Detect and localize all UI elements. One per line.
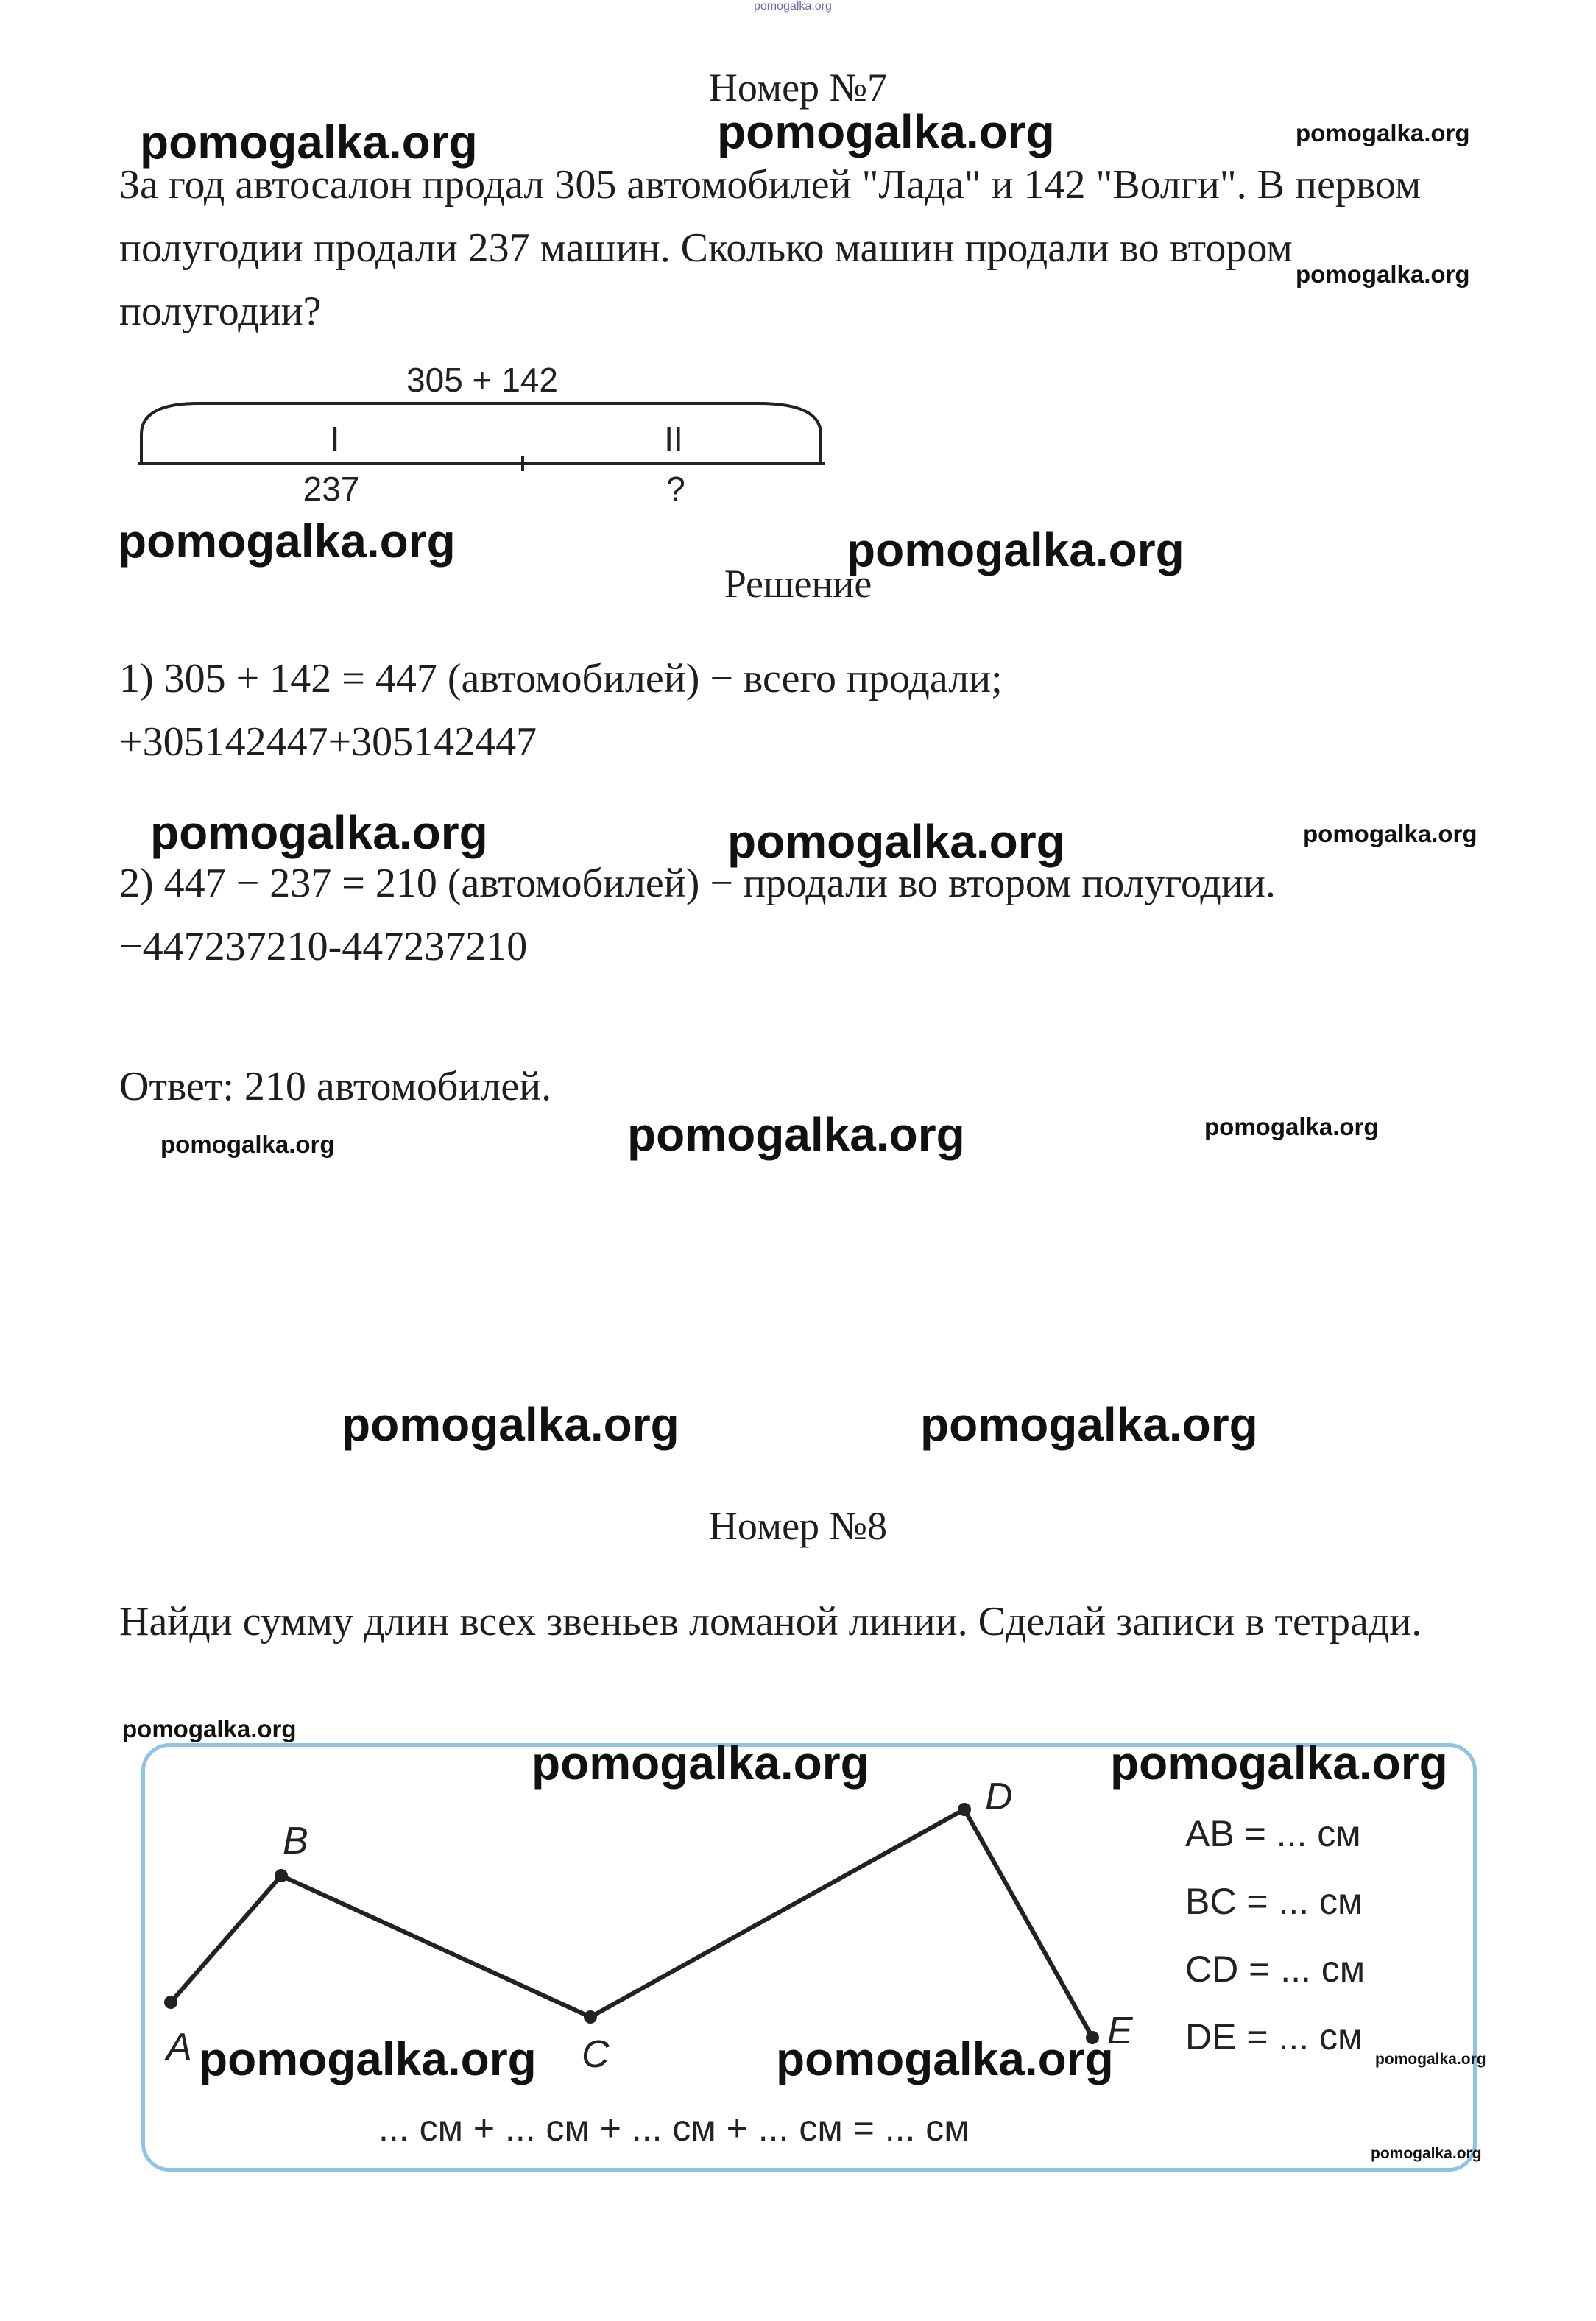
point-a-dot	[164, 1996, 177, 2009]
brace-arc	[141, 403, 821, 464]
solution-step2-column: −447237210-447237210	[119, 924, 528, 969]
sum-line: ... см + ... см + ... см + ... см = ... см	[378, 2108, 970, 2149]
part1-value: 237	[303, 470, 360, 508]
watermark: pomogalka.org	[140, 116, 478, 169]
point-d-dot	[958, 1803, 971, 1816]
problem8-text: Найди сумму длин всех звеньев ломаной линии. Сделай записи в тетради.	[119, 1599, 1422, 1645]
part1-roman: I	[330, 420, 340, 458]
problem7-text: За год автосалон продал 305 автомобилей "Лада" и 142 "Волги". В первом полугодии продали 237 машин. Сколько машин продали во втором полугодии?	[119, 162, 1422, 334]
polyline-figure	[141, 1743, 1477, 2172]
watermark: pomogalka.org	[727, 815, 1065, 868]
solution-step2: 2) 447 − 237 = 210 (автомобилей) − продали во втором полугодии.	[119, 861, 1276, 906]
watermark: pomogalka.org	[1110, 1737, 1448, 1790]
part2-roman: II	[664, 420, 683, 458]
watermark: pomogalka.org	[1303, 820, 1477, 847]
solution-step1: 1) 305 + 142 = 447 (автомобилей) − всего продали;	[119, 656, 1003, 702]
segment-bc: BC = ... см	[1185, 1881, 1363, 1922]
point-d-label: D	[985, 1776, 1013, 1818]
watermark: pomogalka.org	[1296, 119, 1470, 146]
watermark: pomogalka.org	[150, 806, 488, 859]
point-a-label: A	[166, 2026, 192, 2069]
segment-de: DE = ... см	[1185, 2016, 1363, 2057]
watermark: pomogalka.org	[1371, 2145, 1482, 2162]
point-b-label: B	[283, 1820, 308, 1862]
top-watermark: pomogalka.org	[754, 0, 832, 13]
segment-cd: CD = ... см	[1185, 1949, 1366, 1990]
watermark: pomogalka.org	[118, 515, 456, 568]
watermark: pomogalka.org	[1296, 261, 1470, 288]
watermark: pomogalka.org	[776, 2032, 1114, 2085]
problem7-title: Номер №7	[708, 66, 888, 110]
watermark: pomogalka.org	[342, 1398, 679, 1451]
point-c-label: C	[582, 2033, 610, 2076]
solution-heading: Решение	[724, 562, 872, 606]
segment-ab: AB = ... см	[1185, 1813, 1361, 1854]
watermark: pomogalka.org	[1375, 2051, 1486, 2068]
point-b-dot	[275, 1869, 288, 1882]
point-c-dot	[584, 2010, 597, 2024]
watermark: pomogalka.org	[717, 105, 1055, 158]
total-label: 305 + 142	[406, 361, 558, 399]
broken-line	[171, 1809, 1092, 2038]
watermark: pomogalka.org	[122, 1715, 297, 1742]
watermark: pomogalka.org	[1204, 1113, 1379, 1140]
watermark: pomogalka.org	[199, 2032, 537, 2085]
part2-value: ?	[666, 470, 685, 508]
watermark: pomogalka.org	[847, 523, 1184, 576]
problem8-title: Номер №8	[708, 1504, 888, 1548]
segment-diagram	[133, 353, 839, 515]
solution-step1-column: +305142447+305142447	[119, 719, 537, 765]
point-e-label: E	[1107, 2010, 1133, 2052]
watermark: pomogalka.org	[627, 1108, 965, 1161]
watermark: pomogalka.org	[160, 1131, 335, 1158]
watermark: pomogalka.org	[920, 1398, 1258, 1451]
answer-text: Ответ: 210 автомобилей.	[119, 1064, 552, 1109]
watermark: pomogalka.org	[532, 1737, 869, 1790]
